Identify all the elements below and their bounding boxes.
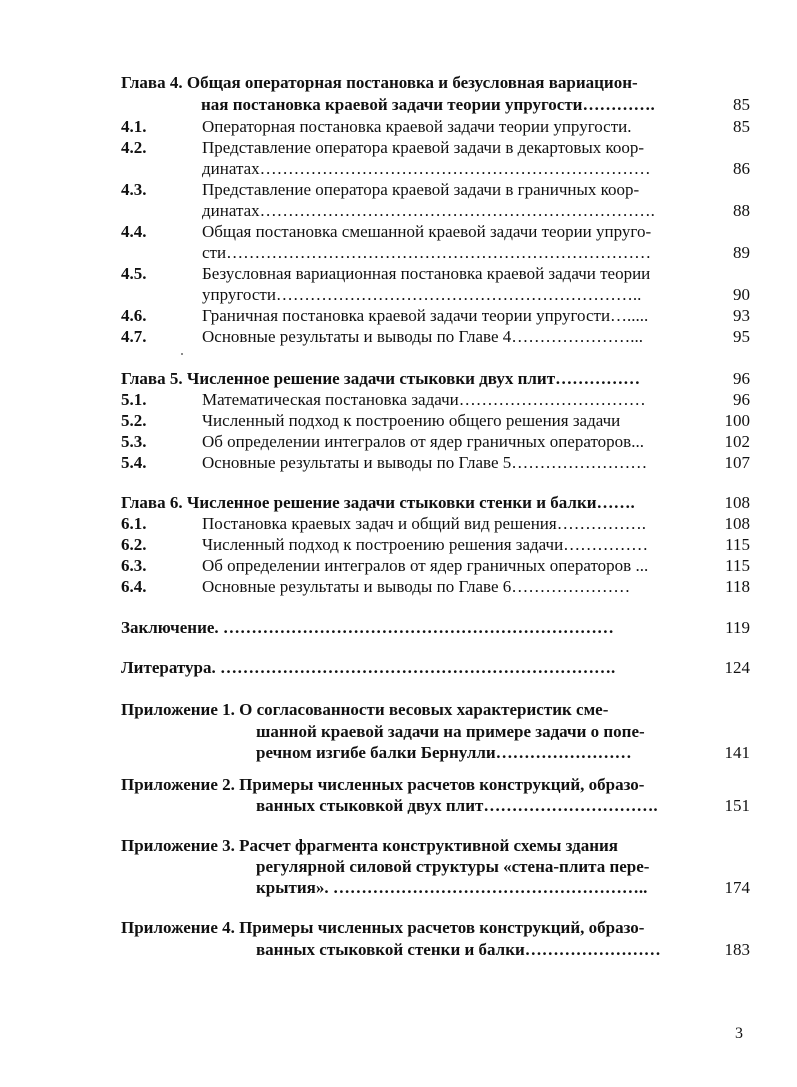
- section-6-3-title: Об определении интегралов от ядер граничных операторов ...: [202, 556, 649, 575]
- literature-page: 124: [724, 658, 750, 677]
- section-4-3-title-cont: динатах…………………………………………………………….: [202, 201, 655, 220]
- appendix4-page: 183: [724, 940, 750, 959]
- section-5-3-title: Об определении интегралов от ядер граничных операторов...: [202, 432, 644, 451]
- section-5-4-page: 107: [724, 453, 750, 472]
- page-number: 3: [735, 1025, 743, 1042]
- section-6-4-num: 6.4.: [121, 577, 147, 596]
- section-6-4-title: Основные результаты и выводы по Главе 6…………………: [202, 577, 631, 596]
- section-4-1-title: Операторная постановка краевой задачи теории упругости.: [202, 117, 632, 136]
- literature-title: Литература. …………………………………………………………….: [121, 658, 616, 677]
- section-4-3-page: 88: [733, 201, 750, 220]
- section-6-1-num: 6.1.: [121, 514, 147, 533]
- section-5-4-title: Основные результаты и выводы по Главе 5……………………: [202, 453, 648, 472]
- section-5-1-num: 5.1.: [121, 390, 147, 409]
- conclusion-page: 119: [725, 618, 750, 637]
- chapter6-title: Глава 6. Численное решение задачи стыковки стенки и балки…….: [121, 493, 635, 512]
- section-4-2-num: 4.2.: [121, 138, 147, 157]
- section-4-4-page: 89: [733, 243, 750, 262]
- section-6-1-title: Постановка краевых задач и общий вид решения…………….: [202, 514, 646, 533]
- section-6-2-title: Численный подход к построению решения задачи……………: [202, 535, 649, 554]
- section-4-4-title-cont: сти…………………………………………………………………: [202, 243, 652, 262]
- section-6-3-num: 6.3.: [121, 556, 147, 575]
- section-5-1-title: Математическая постановка задачи……………………………: [202, 390, 646, 409]
- chapter5-page: 96: [733, 369, 750, 388]
- chapter6-page: 108: [724, 493, 750, 512]
- section-4-2-title: Представление оператора краевой задачи в декартовых коор-: [202, 138, 645, 157]
- section-4-5-num: 4.5.: [121, 264, 147, 283]
- conclusion-title: Заключение. ……………………………………………………………: [121, 618, 614, 637]
- section-6-2-num: 6.2.: [121, 535, 147, 554]
- section-4-2-title-cont: динатах……………………………………………………………: [202, 159, 651, 178]
- appendix3-line1: Приложение 3. Расчет фрагмента конструктивной схемы здания: [121, 836, 619, 855]
- section-4-3-title: Представление оператора краевой задачи в граничных коор-: [202, 180, 640, 199]
- chapter4-page: 85: [733, 95, 750, 114]
- section-6-1-page: 108: [724, 514, 750, 533]
- section-4-6-num: 4.6.: [121, 306, 147, 325]
- chapter4-title-line2: ная постановка краевой задачи теории упругости………….: [201, 95, 655, 114]
- section-6-3-page: 115: [725, 556, 750, 575]
- section-4-3-num: 4.3.: [121, 180, 147, 199]
- section-6-2-page: 115: [725, 535, 750, 554]
- section-5-2-page: 100: [724, 411, 750, 430]
- appendix1-page: 141: [724, 743, 750, 762]
- appendix4-line2: ванных стыковкой стенки и балки……………………: [256, 940, 661, 959]
- section-4-1-num: 4.1.: [121, 117, 147, 136]
- section-5-3-page: 102: [724, 432, 750, 451]
- section-4-7-title: Основные результаты и выводы по Главе 4…………………...: [202, 327, 643, 346]
- section-5-4-num: 5.4.: [121, 453, 147, 472]
- section-4-4-title: Общая постановка смешанной краевой задачи теории упруго-: [202, 222, 652, 241]
- section-5-1-page: 96: [733, 390, 750, 409]
- section-4-7-page: 95: [733, 327, 750, 346]
- appendix3-line2: регулярной силовой структуры «стена-плита пере-: [256, 857, 650, 876]
- section-4-5-page: 90: [733, 285, 750, 304]
- section-4-4-num: 4.4.: [121, 222, 147, 241]
- section-4-6-title: Граничная постановка краевой задачи теории упругости….....: [202, 306, 649, 325]
- section-4-7-num: 4.7.: [121, 327, 147, 346]
- appendix2-line1: Приложение 2. Примеры численных расчетов конструкций, образо-: [121, 775, 645, 794]
- appendix4-line1: Приложение 4. Примеры численных расчетов конструкций, образо-: [121, 918, 645, 937]
- section-4-2-page: 86: [733, 159, 750, 178]
- section-4-6-page: 93: [733, 306, 750, 325]
- section-4-1-page: 85: [733, 117, 750, 136]
- section-5-2-num: 5.2.: [121, 411, 147, 430]
- appendix3-line3: крытия». ………………………………………………..: [256, 878, 648, 897]
- appendix3-page: 174: [724, 878, 750, 897]
- appendix1-line3: речном изгибе балки Бернулли……………………: [256, 743, 632, 762]
- chapter4-title-line1: Глава 4. Общая операторная постановка и безусловная вариацион-: [121, 73, 638, 92]
- section-5-3-num: 5.3.: [121, 432, 147, 451]
- appendix1-line1: Приложение 1. О согласованности весовых характеристик сме-: [121, 700, 609, 719]
- section-5-2-title: Численный подход к построению общего решения задачи: [202, 411, 621, 430]
- section-6-4-page: 118: [725, 577, 750, 596]
- scan-speck: [181, 353, 183, 355]
- section-4-5-title-cont: упругости………………………………………………………..: [202, 285, 642, 304]
- appendix1-line2: шанной краевой задачи на примере задачи о попе-: [256, 722, 645, 741]
- appendix2-page: 151: [724, 796, 750, 815]
- appendix2-line2: ванных стыковкой двух плит………………………….: [256, 796, 658, 815]
- chapter5-title: Глава 5. Численное решение задачи стыковки двух плит……………: [121, 369, 641, 388]
- section-4-5-title: Безусловная вариационная постановка краевой задачи теории: [202, 264, 651, 283]
